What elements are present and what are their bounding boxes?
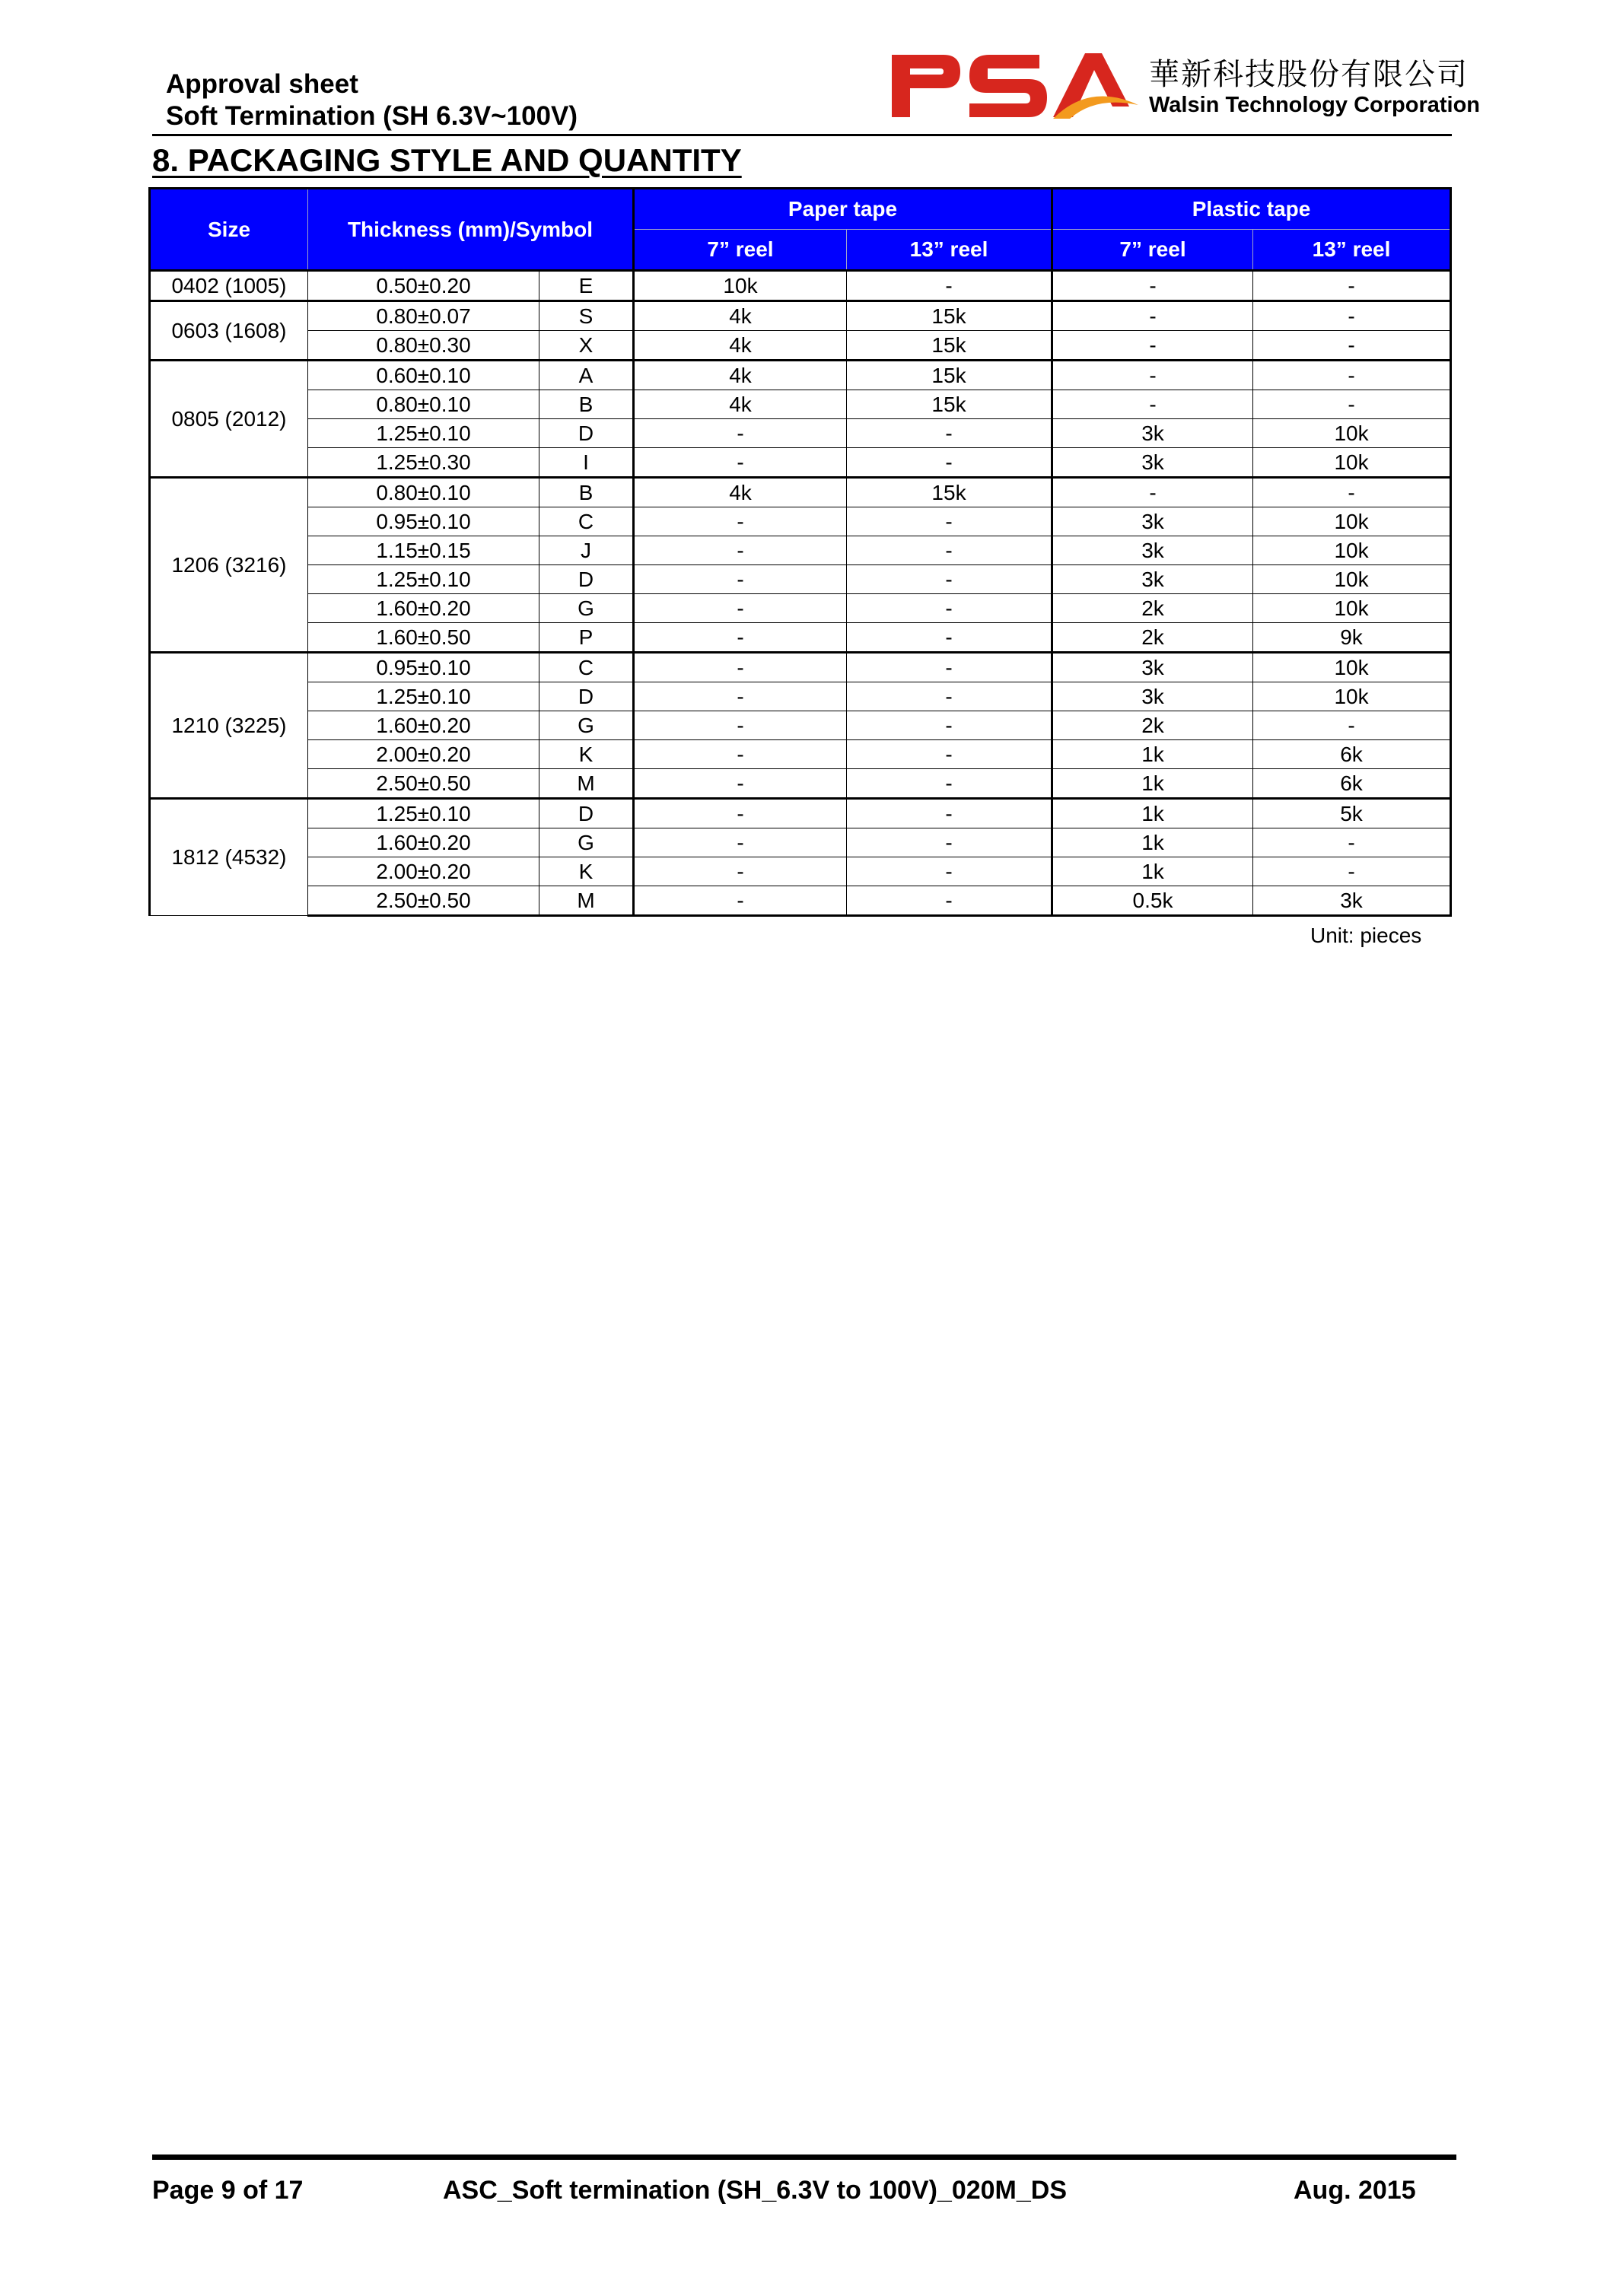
table-row (150, 828, 1451, 857)
thickness-cell: 0.80±0.07 (308, 301, 539, 331)
symbol-cell: C (539, 507, 634, 536)
paper-13-reel-cell: - (847, 419, 1052, 448)
paper-7-reel-cell: - (634, 653, 847, 682)
table-row (150, 536, 1451, 565)
plastic-13-reel-cell: 10k (1253, 507, 1451, 536)
symbol-cell: D (539, 682, 634, 711)
plastic-13-reel-cell: 10k (1253, 419, 1451, 448)
symbol-cell: S (539, 301, 634, 331)
plastic-7-reel-cell: 3k (1052, 536, 1253, 565)
thickness-cell: 1.25±0.10 (308, 419, 539, 448)
plastic-13-reel-cell: - (1253, 478, 1451, 507)
paper-7-reel-header: 7” reel (634, 230, 847, 271)
paper-13-reel-cell: 15k (847, 331, 1052, 361)
paper-13-reel-cell: 15k (847, 478, 1052, 507)
plastic-7-reel-cell: - (1052, 390, 1253, 419)
plastic-13-reel-cell: 6k (1253, 740, 1451, 769)
thickness-cell: 0.95±0.10 (308, 653, 539, 682)
paper-7-reel-cell: - (634, 828, 847, 857)
paper-13-reel-cell: 15k (847, 390, 1052, 419)
symbol-cell: K (539, 857, 634, 886)
paper-13-reel-cell: - (847, 448, 1052, 478)
unit-note: Unit: pieces (1310, 924, 1422, 947)
symbol-cell: X (539, 331, 634, 361)
plastic-13-reel-cell: 3k (1253, 886, 1451, 916)
paper-7-reel-cell: - (634, 740, 847, 769)
plastic-7-reel-cell: 3k (1052, 419, 1253, 448)
symbol-cell: C (539, 653, 634, 682)
paper-13-reel-cell: - (847, 740, 1052, 769)
thickness-header: Thickness (mm)/Symbol (308, 189, 634, 271)
page-number: Page 9 of 17 (152, 2176, 304, 2205)
symbol-cell: B (539, 390, 634, 419)
header-subtitle: Soft Termination (SH 6.3V~100V) (166, 101, 578, 131)
symbol-cell: I (539, 448, 634, 478)
plastic-7-reel-header: 7” reel (1052, 230, 1253, 271)
thickness-cell: 1.60±0.50 (308, 623, 539, 653)
company-name-english: Walsin Technology Corporation (1149, 93, 1480, 117)
document-id: ASC_Soft termination (SH_6.3V to 100V)_020M_DS (443, 2176, 1068, 2205)
paper-13-reel-cell: - (847, 536, 1052, 565)
plastic-7-reel-cell: - (1052, 301, 1253, 331)
plastic-13-reel-cell: - (1253, 828, 1451, 857)
table-row (150, 653, 1451, 682)
table-row (150, 565, 1451, 594)
symbol-cell: J (539, 536, 634, 565)
paper-7-reel-cell: - (634, 419, 847, 448)
paper-7-reel-cell: - (634, 536, 847, 565)
thickness-cell: 0.50±0.20 (308, 271, 539, 301)
paper-7-reel-cell: - (634, 623, 847, 653)
plastic-7-reel-cell: 2k (1052, 594, 1253, 623)
thickness-cell: 0.80±0.30 (308, 331, 539, 361)
symbol-cell: G (539, 711, 634, 740)
table-row (150, 857, 1451, 886)
symbol-cell: A (539, 361, 634, 390)
plastic-13-reel-cell: 10k (1253, 653, 1451, 682)
paper-13-reel-cell: - (847, 828, 1052, 857)
paper-13-reel-cell: - (847, 507, 1052, 536)
thickness-cell: 2.50±0.50 (308, 886, 539, 916)
plastic-7-reel-cell: 2k (1052, 711, 1253, 740)
plastic-7-reel-cell: 1k (1052, 769, 1253, 799)
plastic-13-reel-cell: - (1253, 271, 1451, 301)
plastic-13-reel-header: 13” reel (1253, 230, 1451, 271)
thickness-cell: 1.60±0.20 (308, 828, 539, 857)
table-row (150, 390, 1451, 419)
thickness-cell: 2.50±0.50 (308, 769, 539, 799)
plastic-7-reel-cell: - (1052, 271, 1253, 301)
symbol-cell: D (539, 799, 634, 828)
paper-7-reel-cell: - (634, 682, 847, 711)
table-row (150, 419, 1451, 448)
document-header (166, 68, 578, 132)
thickness-cell: 0.95±0.10 (308, 507, 539, 536)
plastic-13-reel-cell: 10k (1253, 536, 1451, 565)
header-divider (152, 134, 1452, 136)
paper-13-reel-cell: - (847, 653, 1052, 682)
plastic-13-reel-cell: - (1253, 390, 1451, 419)
symbol-cell: M (539, 886, 634, 916)
plastic-13-reel-cell: - (1253, 361, 1451, 390)
plastic-7-reel-cell: 3k (1052, 653, 1253, 682)
paper-7-reel-cell: - (634, 448, 847, 478)
symbol-cell: G (539, 594, 634, 623)
plastic-13-reel-cell: - (1253, 857, 1451, 886)
size-cell: 1812 (4532) (150, 799, 308, 916)
plastic-7-reel-cell: 1k (1052, 740, 1253, 769)
table-row (150, 448, 1451, 478)
plastic-13-reel-cell: 10k (1253, 448, 1451, 478)
paper-13-reel-header: 13” reel (847, 230, 1052, 271)
plastic-13-reel-cell: - (1253, 301, 1451, 331)
plastic-13-reel-cell: 9k (1253, 623, 1451, 653)
thickness-cell: 1.25±0.10 (308, 799, 539, 828)
table-row (150, 271, 1451, 301)
thickness-cell: 1.15±0.15 (308, 536, 539, 565)
thickness-cell: 0.80±0.10 (308, 478, 539, 507)
packaging-table (148, 187, 1452, 917)
paper-7-reel-cell: - (634, 565, 847, 594)
symbol-cell: E (539, 271, 634, 301)
section-title: 8. PACKAGING STYLE AND QUANTITY (152, 142, 742, 178)
plastic-7-reel-cell: 1k (1052, 857, 1253, 886)
table-row (150, 361, 1451, 390)
packaging-table-body (150, 271, 1451, 916)
plastic-7-reel-cell: - (1052, 478, 1253, 507)
paper-13-reel-cell: - (847, 623, 1052, 653)
paper-7-reel-cell: - (634, 799, 847, 828)
table-row (150, 478, 1451, 507)
paper-13-reel-cell: 15k (847, 301, 1052, 331)
plastic-tape-header: Plastic tape (1052, 189, 1451, 230)
symbol-cell: G (539, 828, 634, 857)
size-header: Size (150, 189, 308, 271)
size-cell: 1210 (3225) (150, 653, 308, 799)
plastic-13-reel-cell: 10k (1253, 682, 1451, 711)
paper-7-reel-cell: - (634, 857, 847, 886)
paper-13-reel-cell: - (847, 682, 1052, 711)
plastic-7-reel-cell: 1k (1052, 828, 1253, 857)
plastic-7-reel-cell: 3k (1052, 448, 1253, 478)
thickness-cell: 1.60±0.20 (308, 711, 539, 740)
plastic-7-reel-cell: 2k (1052, 623, 1253, 653)
plastic-7-reel-cell: 3k (1052, 682, 1253, 711)
paper-7-reel-cell: 4k (634, 301, 847, 331)
paper-7-reel-cell: - (634, 711, 847, 740)
symbol-cell: M (539, 769, 634, 799)
paper-13-reel-cell: - (847, 711, 1052, 740)
thickness-cell: 0.80±0.10 (308, 390, 539, 419)
thickness-cell: 2.00±0.20 (308, 740, 539, 769)
table-row (150, 623, 1451, 653)
paper-13-reel-cell: - (847, 594, 1052, 623)
paper-7-reel-cell: 4k (634, 331, 847, 361)
header-title: Approval sheet (166, 69, 358, 99)
plastic-7-reel-cell: - (1052, 331, 1253, 361)
size-cell: 0805 (2012) (150, 361, 308, 478)
plastic-13-reel-cell: 10k (1253, 594, 1451, 623)
table-row (150, 799, 1451, 828)
table-row (150, 682, 1451, 711)
thickness-cell: 1.60±0.20 (308, 594, 539, 623)
paper-13-reel-cell: - (847, 769, 1052, 799)
document-date: Aug. 2015 (1294, 2176, 1416, 2205)
paper-7-reel-cell: 4k (634, 390, 847, 419)
paper-7-reel-cell: - (634, 769, 847, 799)
paper-7-reel-cell: 10k (634, 271, 847, 301)
paper-7-reel-cell: 4k (634, 361, 847, 390)
symbol-cell: K (539, 740, 634, 769)
symbol-cell: B (539, 478, 634, 507)
paper-tape-header: Paper tape (634, 189, 1052, 230)
plastic-13-reel-cell: 6k (1253, 769, 1451, 799)
thickness-cell: 1.25±0.30 (308, 448, 539, 478)
size-cell: 0603 (1608) (150, 301, 308, 361)
plastic-13-reel-cell: 10k (1253, 565, 1451, 594)
plastic-13-reel-cell: 5k (1253, 799, 1451, 828)
paper-13-reel-cell: - (847, 799, 1052, 828)
thickness-cell: 2.00±0.20 (308, 857, 539, 886)
plastic-7-reel-cell: 0.5k (1052, 886, 1253, 916)
company-name-chinese: 華新科技股份有限公司 (1149, 57, 1469, 92)
plastic-7-reel-cell: 3k (1052, 507, 1253, 536)
thickness-cell: 1.25±0.10 (308, 565, 539, 594)
paper-7-reel-cell: - (634, 507, 847, 536)
psa-logo-icon (890, 49, 1141, 122)
table-row (150, 331, 1451, 361)
thickness-cell: 1.25±0.10 (308, 682, 539, 711)
plastic-7-reel-cell: 3k (1052, 565, 1253, 594)
table-row (150, 301, 1451, 331)
symbol-cell: D (539, 565, 634, 594)
company-logo (890, 49, 1499, 125)
table-row (150, 711, 1451, 740)
table-row (150, 594, 1451, 623)
plastic-7-reel-cell: - (1052, 361, 1253, 390)
size-cell: 1206 (3216) (150, 478, 308, 653)
paper-13-reel-cell: - (847, 271, 1052, 301)
paper-7-reel-cell: - (634, 886, 847, 916)
footer-divider (152, 2154, 1456, 2160)
size-cell: 0402 (1005) (150, 271, 308, 301)
symbol-cell: P (539, 623, 634, 653)
paper-7-reel-cell: - (634, 594, 847, 623)
plastic-13-reel-cell: - (1253, 711, 1451, 740)
table-row (150, 886, 1451, 916)
table-row (150, 740, 1451, 769)
thickness-cell: 0.60±0.10 (308, 361, 539, 390)
paper-13-reel-cell: - (847, 886, 1052, 916)
paper-13-reel-cell: - (847, 565, 1052, 594)
plastic-7-reel-cell: 1k (1052, 799, 1253, 828)
paper-13-reel-cell: - (847, 857, 1052, 886)
paper-7-reel-cell: 4k (634, 478, 847, 507)
plastic-13-reel-cell: - (1253, 331, 1451, 361)
table-row (150, 507, 1451, 536)
paper-13-reel-cell: 15k (847, 361, 1052, 390)
table-row (150, 769, 1451, 799)
symbol-cell: D (539, 419, 634, 448)
